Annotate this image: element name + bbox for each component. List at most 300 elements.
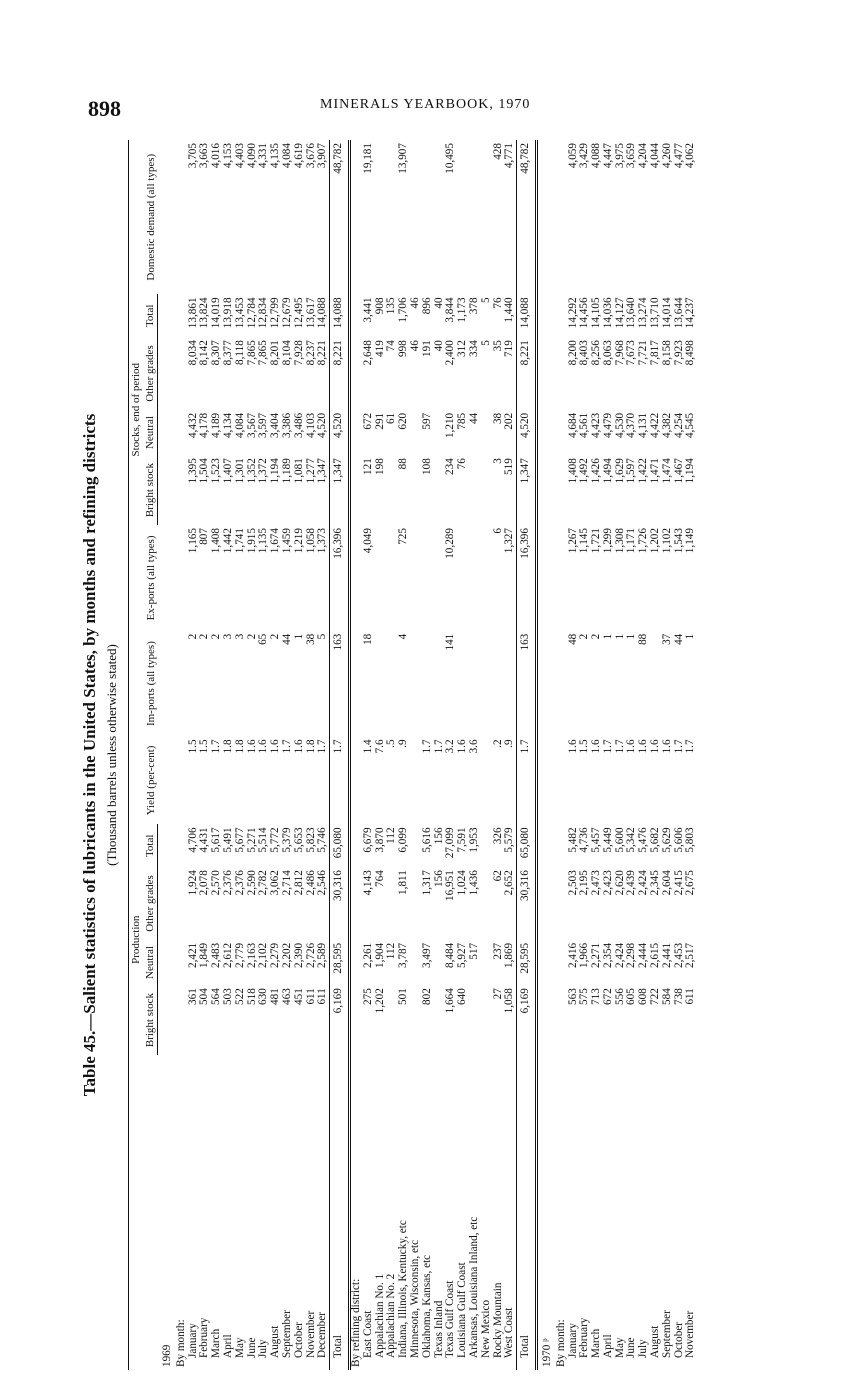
table-cell: 2,483	[210, 942, 223, 969]
row-label: July	[257, 1339, 270, 1358]
table-cell: 3,907	[316, 143, 329, 169]
table-row	[493, 140, 505, 1370]
table-cell: 76	[491, 297, 504, 309]
table-cell: 3,486	[292, 412, 305, 439]
table-cell: 8,498	[684, 340, 697, 366]
table-cell: 46	[408, 297, 421, 309]
table-cell: 481	[269, 988, 282, 1005]
table-cell: 1,664	[444, 988, 457, 1014]
table-cell: 2,376	[233, 870, 246, 896]
table-cell: 44	[672, 633, 685, 645]
table-cell: 8,158	[660, 340, 673, 366]
table-cell: 1,869	[503, 942, 516, 969]
table-cell: 13,918	[221, 297, 234, 329]
table-cell: 1,299	[601, 528, 614, 554]
table-cell: 5,772	[269, 827, 282, 853]
table-cell	[481, 824, 493, 867]
table-cell: 1.6	[566, 739, 579, 754]
table-cell: 1.7	[280, 739, 293, 754]
table-cell: 237	[491, 942, 504, 960]
table-cell: 1.6	[269, 739, 282, 754]
table-cell: 8,221	[330, 337, 350, 410]
table-cell: 4,049	[361, 528, 374, 554]
table-cell: 3.2	[444, 739, 457, 754]
table-cell: 1,347	[316, 458, 329, 484]
table-cell: 16,951	[444, 870, 457, 901]
section-heading-1970-text: 1970 ᵖ	[540, 1338, 553, 1367]
table-cell: 896	[420, 297, 433, 315]
row-label-header	[129, 1055, 158, 1370]
table-cell: 1	[292, 633, 305, 640]
table-cell: .9	[397, 739, 410, 748]
table-cell	[410, 940, 422, 985]
table-cell: 1,135	[257, 528, 270, 554]
table-cell: 3,975	[613, 143, 626, 169]
table-cell: 2,400	[444, 340, 457, 366]
section-heading-1969	[158, 140, 176, 1370]
table-cell: 76	[456, 458, 469, 470]
table-cell: 361	[186, 988, 199, 1005]
table-cell: 1,171	[625, 528, 638, 554]
table-cell: 4,088	[590, 143, 603, 169]
table-cell: 611	[304, 988, 317, 1005]
table-cell: 1,194	[684, 458, 697, 484]
production-total-header: Total	[143, 824, 158, 867]
table-cell: 3,844	[444, 297, 457, 323]
table-cell: 7,865	[257, 340, 270, 366]
table-cell: 312	[456, 340, 469, 357]
row-label: February	[578, 1317, 591, 1358]
table-cell: 1.8	[233, 739, 246, 754]
table-cell: 6,099	[397, 827, 410, 853]
table-cell: 1,173	[456, 297, 469, 323]
table-cell: 563	[566, 988, 579, 1005]
by-month-heading-1970-text: By month:	[554, 1319, 567, 1367]
table-cell: 5,457	[590, 827, 603, 853]
table-cell: 1.7	[684, 739, 697, 754]
table-cell: 4,520	[517, 410, 537, 455]
table-cell	[481, 455, 493, 525]
table-cell: 517	[467, 942, 480, 960]
table-cell	[457, 140, 469, 294]
table-cell: 1,966	[578, 942, 591, 969]
table-cell: 5,823	[304, 827, 317, 853]
table-cell: 2,453	[672, 942, 685, 969]
table-cell: 18	[361, 633, 374, 645]
table-cell: 1	[601, 633, 614, 640]
table-cell: 2,390	[292, 942, 305, 969]
table-cell: 1,317	[420, 870, 433, 896]
table-cell: 722	[649, 988, 662, 1005]
table-cell: 378	[467, 297, 480, 315]
table-cell: 1.7	[420, 739, 433, 754]
table-cell: 3,676	[304, 143, 317, 169]
table-cell: 1.6	[590, 739, 603, 754]
table-cell	[481, 410, 493, 455]
table-cell: 1,492	[578, 458, 591, 484]
table-cell: 4,189	[210, 412, 223, 439]
table-cell: 7,673	[625, 340, 638, 366]
table-cell: 4,090	[245, 143, 258, 169]
table-cell: 4,706	[186, 827, 199, 853]
table-cell: 8,104	[280, 340, 293, 366]
table-cell: 4,432	[186, 412, 199, 439]
table-cell: 5,606	[672, 827, 685, 853]
table-cell: 2	[186, 633, 199, 640]
table-cell: 419	[373, 340, 386, 357]
table-cell: 14,127	[613, 297, 626, 329]
table-cell: 1,372	[257, 458, 270, 484]
table-cell: 1,597	[625, 458, 638, 484]
row-label: Oklahoma, Kansas, etc	[420, 1254, 433, 1358]
table-cell: 4,135	[269, 143, 282, 169]
table-cell: 2,271	[590, 942, 603, 969]
table-cell: 4,178	[198, 412, 211, 439]
table-cell: 1,706	[397, 297, 410, 323]
table-cell: 7,968	[613, 340, 626, 366]
table-cell: 1,219	[292, 528, 305, 554]
table-row	[662, 140, 674, 1370]
table-cell: 163	[517, 631, 537, 737]
table-cell	[481, 631, 493, 737]
table-cell: 291	[373, 412, 386, 430]
table-cell: 1,194	[269, 458, 282, 484]
page-number: 898	[88, 96, 121, 121]
stocks-neutral-header: Neutral	[143, 410, 158, 455]
row-label: January	[186, 1323, 199, 1358]
table-cell: 8,256	[590, 340, 603, 366]
table-cell: 1,352	[245, 458, 258, 484]
table-cell: 2,570	[210, 870, 223, 896]
table-cell	[375, 631, 387, 737]
row-label: November	[304, 1310, 317, 1358]
table-cell: 597	[420, 412, 433, 430]
table-cell: 13,274	[637, 297, 650, 329]
table-cell: 141	[444, 633, 457, 651]
table-cell	[457, 631, 469, 737]
table-cell: 2	[590, 633, 603, 640]
table-cell: 1	[625, 633, 638, 640]
table-cell: 4,331	[257, 143, 270, 169]
yield-header: Yield (per-cent)	[129, 736, 158, 824]
table-cell: 38	[304, 633, 317, 645]
table-cell: 3,441	[361, 297, 374, 323]
table-cell: 2,714	[280, 870, 293, 896]
lubricants-table	[128, 140, 697, 1370]
table-cell: 2,782	[257, 870, 270, 896]
table-cell: 611	[316, 988, 329, 1005]
table-cell: 275	[361, 988, 374, 1005]
table-cell: 605	[625, 988, 638, 1005]
table-cell: 121	[361, 458, 374, 475]
table-cell: 1.6	[292, 739, 305, 754]
table-cell: 4,260	[660, 143, 673, 169]
table-cell: 1.7	[432, 739, 445, 754]
table-cell: 14,088	[330, 294, 350, 337]
table-cell: 1,202	[649, 528, 662, 554]
table-cell: 1,904	[373, 942, 386, 969]
table-cell: 5,342	[625, 827, 638, 853]
table-cell: 2	[198, 633, 211, 640]
table-cell: 13,824	[198, 297, 211, 329]
table-cell: .2	[491, 739, 504, 748]
table-cell: 13,640	[625, 297, 638, 329]
row-label: Indiana, Illinois, Kentucky, etc	[397, 1220, 410, 1358]
table-cell: 48	[566, 633, 579, 645]
row-label: Texas Gulf Coast	[444, 1280, 457, 1358]
table-row	[469, 140, 481, 1370]
table-cell: 7.6	[373, 739, 386, 754]
table-cell: 62	[491, 870, 504, 882]
table-cell: 1.5	[186, 739, 199, 754]
table-cell: 1,426	[590, 458, 603, 484]
table-cell: 8,142	[198, 340, 211, 366]
table-row	[375, 140, 387, 1370]
table-cell: 3	[491, 458, 504, 464]
table-row	[398, 140, 410, 1370]
by-district-heading	[349, 140, 362, 1370]
table-cell	[410, 455, 422, 525]
table-cell: 13,861	[186, 297, 199, 329]
row-label: June	[245, 1337, 258, 1358]
table-cell: 4,477	[672, 143, 685, 169]
table-cell: 16,396	[330, 525, 350, 631]
table-cell: 8,034	[186, 340, 199, 366]
table-cell: 2,444	[637, 942, 650, 969]
table-cell: 7,721	[637, 340, 650, 366]
table-cell	[481, 940, 493, 985]
table-cell: 1,953	[467, 827, 480, 853]
table-cell: 4	[397, 633, 410, 640]
total-row	[517, 140, 537, 1370]
table-cell: 4,062	[684, 143, 697, 169]
table-cell: 156	[432, 870, 445, 887]
table-cell	[410, 140, 422, 294]
table-cell: 1,523	[210, 458, 223, 484]
table-cell: 2,415	[672, 870, 685, 896]
table-cell: 1,494	[601, 458, 614, 484]
row-label: September	[280, 1310, 293, 1358]
row-label: April	[601, 1334, 614, 1358]
table-cell: 1.4	[361, 739, 374, 754]
table-cell	[504, 631, 516, 737]
table-cell: 575	[578, 988, 591, 1005]
table-cell: 5,677	[233, 827, 246, 853]
table-row	[386, 140, 398, 1370]
table-cell: 14,105	[590, 297, 603, 329]
table-cell: 2	[245, 633, 258, 640]
table-cell: 2,726	[304, 942, 317, 969]
table-cell: 4,059	[566, 143, 579, 169]
table-cell: 1.6	[456, 739, 469, 754]
table-cell: 14,088	[517, 294, 537, 337]
row-label: Appalachian No. 1	[373, 1273, 386, 1358]
table-cell: 503	[221, 988, 234, 1005]
table-body	[158, 140, 698, 1370]
table-cell: 2,546	[316, 870, 329, 896]
table-row	[317, 140, 329, 1370]
table-cell: 1,726	[637, 528, 650, 554]
table-cell: 672	[361, 412, 374, 430]
table-cell: 5,271	[245, 827, 258, 853]
row-label: September	[660, 1310, 673, 1358]
table-cell: 802	[420, 988, 433, 1005]
table-row	[294, 140, 306, 1370]
table-cell: 48,782	[517, 140, 537, 294]
table-cell: 1,504	[198, 458, 211, 484]
row-label: July	[637, 1339, 650, 1358]
table-cell	[493, 631, 505, 737]
table-cell: 2,261	[361, 942, 374, 969]
table-cell: 1,924	[186, 870, 199, 896]
table-row	[410, 140, 422, 1370]
table-cell: 65	[257, 633, 270, 645]
table-cell: 2,589	[316, 942, 329, 969]
table-cell	[375, 140, 387, 294]
table-cell: 30,316	[330, 867, 350, 940]
table-cell: 3.6	[467, 739, 480, 754]
row-label: August	[269, 1325, 282, 1358]
table-cell: 38	[491, 412, 504, 425]
table-cell: 8,377	[221, 340, 234, 366]
row-label: West Coast	[503, 1307, 516, 1358]
table-cell: 163	[330, 631, 350, 737]
table-cell: 1,741	[233, 528, 246, 554]
table-cell: 2	[210, 633, 223, 640]
table-row	[481, 140, 493, 1370]
table-cell: 12,834	[257, 297, 270, 329]
table-cell: 785	[456, 412, 469, 430]
table-cell	[422, 140, 434, 294]
table-cell: 2,376	[221, 870, 234, 896]
table-cell: 1.7	[316, 739, 329, 754]
table-cell: 1.7	[601, 739, 614, 754]
table-cell: 10,289	[444, 528, 457, 559]
table-cell: 112	[385, 942, 398, 960]
table-cell: 584	[660, 988, 673, 1005]
table-cell: 672	[601, 988, 614, 1005]
table-cell: 27	[491, 988, 504, 1000]
table-cell: 4,561	[578, 412, 591, 439]
table-row	[363, 140, 375, 1370]
exports-header: Ex-ports (all types)	[129, 525, 158, 631]
table-cell: 428	[491, 143, 504, 160]
table-cell: 5,617	[210, 827, 223, 853]
table-cell: 1,308	[613, 528, 626, 554]
table-cell: 44	[467, 412, 480, 425]
table-cell: 5,803	[684, 827, 697, 853]
table-cell: 1.7	[210, 739, 223, 754]
section-heading-1970	[536, 140, 555, 1370]
row-label: East Coast	[361, 1310, 374, 1358]
table-title: Table 45.—Salient statistics of lubricants in the United States, by months and refining districts	[80, 413, 99, 1097]
table-cell: 7,817	[649, 340, 662, 366]
table-cell: 8,200	[566, 340, 579, 366]
row-label: October	[292, 1321, 305, 1358]
table-cell: 1.6	[257, 739, 270, 754]
table-cell: 326	[491, 827, 504, 845]
table-cell: 65,080	[517, 824, 537, 867]
table-cell: 1,674	[269, 528, 282, 554]
row-label: November	[684, 1310, 697, 1358]
table-cell: 1,811	[397, 870, 410, 895]
table-cell: 1,721	[590, 528, 603, 554]
table-cell: 4,016	[210, 143, 223, 169]
by-district-heading-text: By refining district:	[349, 1278, 362, 1367]
table-cell: 2,675	[684, 870, 697, 896]
table-cell: 2	[578, 633, 591, 640]
table-cell: 8,307	[210, 340, 223, 366]
table-cell: 13,710	[649, 297, 662, 329]
table-cell	[469, 455, 481, 525]
table-cell: 88	[637, 633, 650, 645]
table-cell: 1,422	[637, 458, 650, 484]
table-cell: 1.6	[649, 739, 662, 754]
table-cell: 2,590	[245, 870, 258, 896]
table-cell: 108	[420, 458, 433, 475]
table-cell: 1,467	[672, 458, 685, 484]
table-cell: 2,473	[590, 870, 603, 896]
table-cell: 3,659	[625, 143, 638, 169]
table-cell: 2,612	[221, 942, 234, 969]
table-cell: 202	[503, 412, 516, 430]
table-cell: 5,600	[613, 827, 626, 853]
row-label: May	[613, 1337, 626, 1358]
table-cell: 5,449	[601, 827, 614, 853]
table-cell: 451	[292, 988, 305, 1005]
table-cell: 12,799	[269, 297, 282, 329]
row-label: August	[649, 1325, 662, 1358]
table-cell: 522	[233, 988, 246, 1005]
table-row	[434, 140, 446, 1370]
table-cell: 2,416	[566, 942, 579, 969]
table-cell: 5	[316, 633, 329, 640]
table-cell: 1,408	[566, 458, 579, 484]
table-cell: 1,301	[233, 458, 246, 484]
table-cell: 4,084	[280, 143, 293, 169]
table-cell: 27,099	[444, 827, 457, 859]
table-cell: 4,545	[684, 412, 697, 439]
row-label: Minnesota, Wisconsin, etc	[408, 1239, 421, 1358]
row-label: March	[590, 1328, 603, 1358]
table-cell: 5,579	[503, 827, 516, 853]
table-cell: 4,204	[637, 143, 650, 169]
table-cell: 2,486	[304, 870, 317, 896]
row-label: Appalachian No. 2	[385, 1273, 398, 1358]
table-cell: 908	[373, 297, 386, 315]
table-cell: 2,078	[198, 870, 211, 896]
production-bright-stock-header: Bright stock	[143, 985, 158, 1055]
table-cell: 611	[684, 988, 697, 1005]
table-cell: 719	[503, 340, 516, 357]
table-cell: 5,514	[257, 827, 270, 853]
table-subtitle: (Thousand barrels unless otherwise stated)	[104, 644, 119, 866]
by-month-heading-1969-text: By month:	[174, 1319, 187, 1367]
table-cell: 2,648	[361, 340, 374, 366]
table-cell: 1.7	[613, 739, 626, 754]
table-cell: 4,143	[361, 870, 374, 896]
table-cell: 2,812	[292, 870, 305, 896]
table-cell: 3,386	[280, 412, 293, 439]
table-cell: 7,865	[245, 340, 258, 366]
table-cell: 1,149	[684, 528, 697, 554]
table-cell: 4,370	[625, 412, 638, 439]
row-label: Texas Inland	[432, 1300, 445, 1358]
table-cell: 1,459	[280, 528, 293, 554]
production-other-grades-header: Other grades	[143, 867, 158, 940]
table-cell: 1.8	[221, 739, 234, 754]
row-label: March	[210, 1328, 223, 1358]
